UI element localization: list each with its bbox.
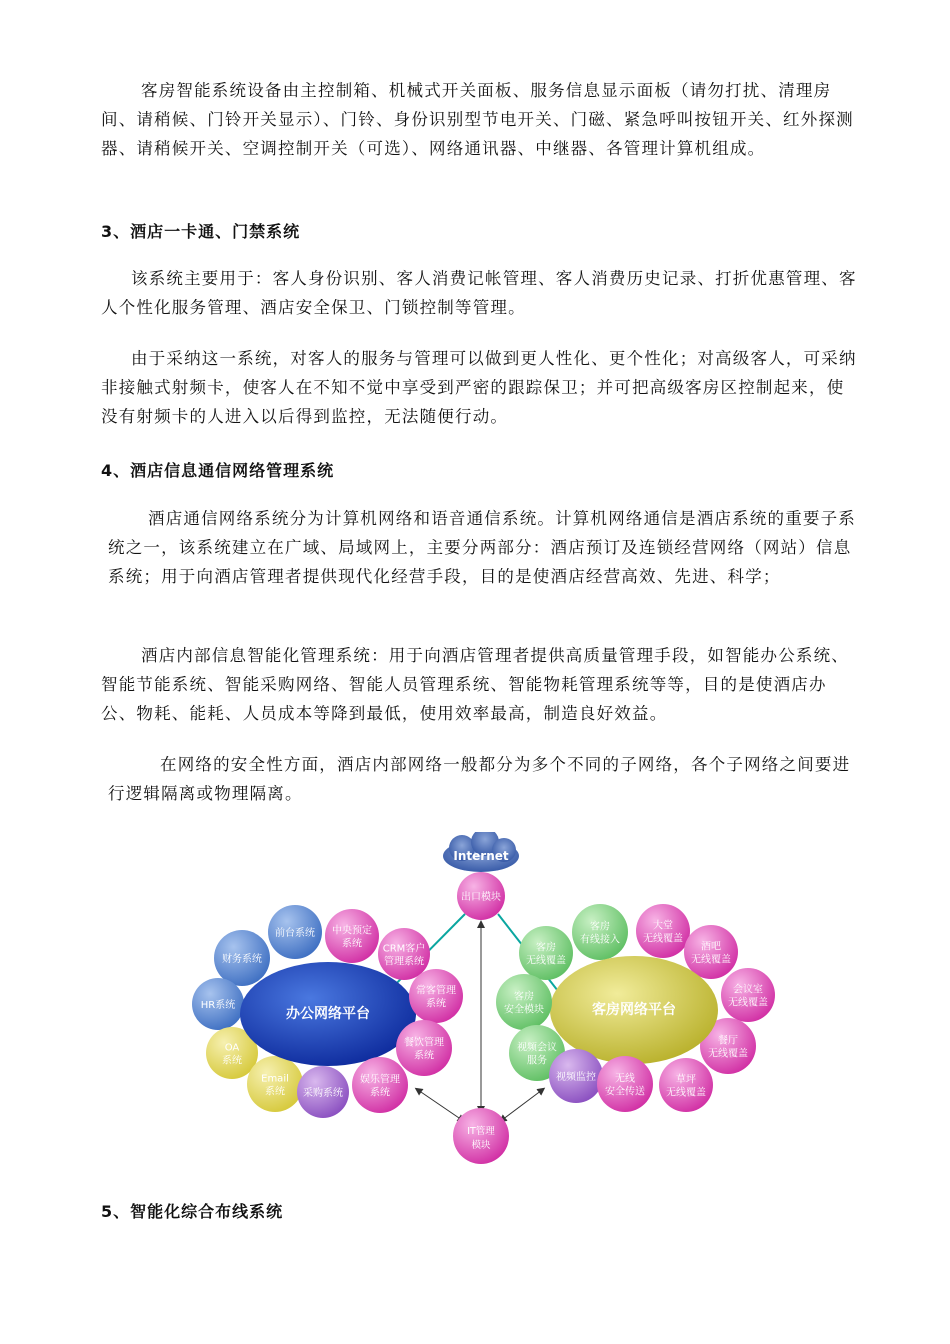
guest-node-label: 酒吧 [701,941,721,953]
office-node [297,1066,349,1118]
office-node [352,1057,408,1113]
guest-node [636,904,690,958]
office-node-label: CRM客户 [382,943,426,955]
paragraph-card-system-usage: 该系统主要用于：客人身份识别、客人消费记帐管理、客人消费历史记录、打折优惠管理、客人个性化服务管理、酒店安全保卫、门锁控制等管理。 [101,269,857,317]
guest-node-label: 无线覆盖 [728,997,768,1009]
office-node-label: 财务系统 [222,954,262,965]
internet-cloud [443,832,519,872]
office-node [247,1056,303,1112]
paragraph-network-system: 酒店通信网络系统分为计算机网络和语音通信系统。计算机网络通信是酒店系统的重要子系统之一，该系统建立在广域、局域网上，主要分两部分：酒店预订及连锁经营网络（网站）信息系统；用于向酒店管理者提供现代化经营手段，目的是使酒店经营高效、先进、科学； [108,509,856,586]
guest-node [597,1056,653,1112]
guest-node-label: 客房 [536,942,556,954]
office-node-label: 系统 [265,1086,285,1098]
heading-section-5: 5、智能化综合布线系统 [101,1202,284,1221]
paragraph-room-system: 客房智能系统设备由主控制箱、机械式开关面板、服务信息显示面板（请勿打扰、清理房间、请稍候、门铃开关显示）、门铃、身份识别型节电开关、门磁、紧急呼叫按钮开关、红外探测器、请稍候开关、空调控制开关（可选）、网络通讯器、中继器、各管理计算机组成。 [101,81,854,158]
guest-platform [550,956,718,1064]
heading-section-3: 3、酒店一卡通、门禁系统 [101,222,301,241]
guest-node-label: 无线覆盖 [691,954,731,966]
office-node-label: Email [261,1073,289,1085]
office-node-label: 系统 [414,1050,434,1062]
guest-node [519,926,573,980]
guest-node-label: 视频监控 [556,1072,596,1083]
office-node-label: 系统 [370,1087,390,1099]
heading-section-4: 4、酒店信息通信网络管理系统 [101,461,335,480]
guest-node-label: 客房 [590,921,610,933]
office-node-label: 常客管理 [416,985,456,997]
office-platform [240,962,416,1066]
office-node [268,905,322,959]
it-module [453,1108,509,1164]
office-node-label: 采购系统 [303,1088,343,1099]
network-diagram [180,832,780,1172]
office-node-label: 系统 [342,938,362,950]
guest-node-label: 客房 [514,991,534,1003]
guest-node-label: 视频会议 [517,1042,557,1054]
guest-node [721,968,775,1022]
guest-node-label: 无线覆盖 [666,1087,706,1099]
guest-node-label: 餐厅 [718,1035,738,1047]
guest-node-label: 大堂 [653,920,673,932]
guest-node-label: 无线覆盖 [643,933,683,945]
guest-node [549,1049,603,1103]
guest-node-label: 无线 [615,1073,635,1085]
exit-module [457,872,505,920]
office-node [396,1020,452,1076]
guest-node-label: 安全模块 [504,1004,544,1016]
guest-node-label: 无线覆盖 [526,955,566,967]
it-module-label-1: IT管理 [467,1126,495,1137]
guest-node [684,925,738,979]
guest-node [572,904,628,960]
guest-node-label: 服务 [527,1055,547,1067]
office-node-label: OA [224,1042,240,1054]
office-node-label: 管理系统 [384,956,424,968]
guest-node-label: 无线覆盖 [708,1048,748,1060]
office-node [409,969,463,1023]
guest-node-label: 有线接入 [580,934,620,946]
paragraph-internal-management: 酒店内部信息智能化管理系统：用于向酒店管理者提供高质量管理手段，如智能办公系统、智能节能系统、智能采购网络、智能人员管理系统、智能物耗管理系统等等，目的是使酒店办公、物耗、能耗、人员成本等降到最低，使用效率最高，制造良好效益。 [101,646,849,723]
office-node [192,978,244,1030]
guest-node-label: 安全传送 [605,1086,645,1098]
guest-node-label: 草坪 [676,1074,696,1086]
paragraph-card-system-benefit: 由于采纳这一系统，对客人的服务与管理可以做到更人性化、更个性化；对高级客人，可采纳非接触式射频卡，使客人在不知不觉中享受到严密的跟踪保卫；并可把高级客房区控制起来，使没有射频卡的人进入以后得到监控，无法随便行动。 [101,349,857,426]
guest-node-label: 会议室 [733,984,763,996]
office-node-label: 餐饮管理 [404,1037,444,1049]
office-node-label: 系统 [426,998,446,1010]
guest-node [659,1058,713,1112]
exit-module-label: 出口模块 [461,892,501,903]
office-node-label: 系统 [222,1055,242,1067]
office-node [378,928,430,980]
office-node-label: 前台系统 [275,928,315,939]
office-node [325,909,379,963]
it-module-label-2: 模块 [471,1140,491,1151]
guest-node [496,974,552,1030]
office-platform-label: 办公网络平台 [286,1006,370,1022]
office-node-label: 中央预定 [332,925,372,937]
office-node [214,930,270,986]
paragraph-network-security: 在网络的安全性方面，酒店内部网络一般都分为多个不同的子网络，各个子网络之间要进行逻辑隔离或物理隔离。 [108,755,851,803]
internet-label: Internet [453,849,509,863]
guest-platform-label: 客房网络平台 [592,1002,676,1018]
office-node-label: 娱乐管理 [360,1074,400,1086]
office-node-label: HR系统 [200,1000,236,1011]
